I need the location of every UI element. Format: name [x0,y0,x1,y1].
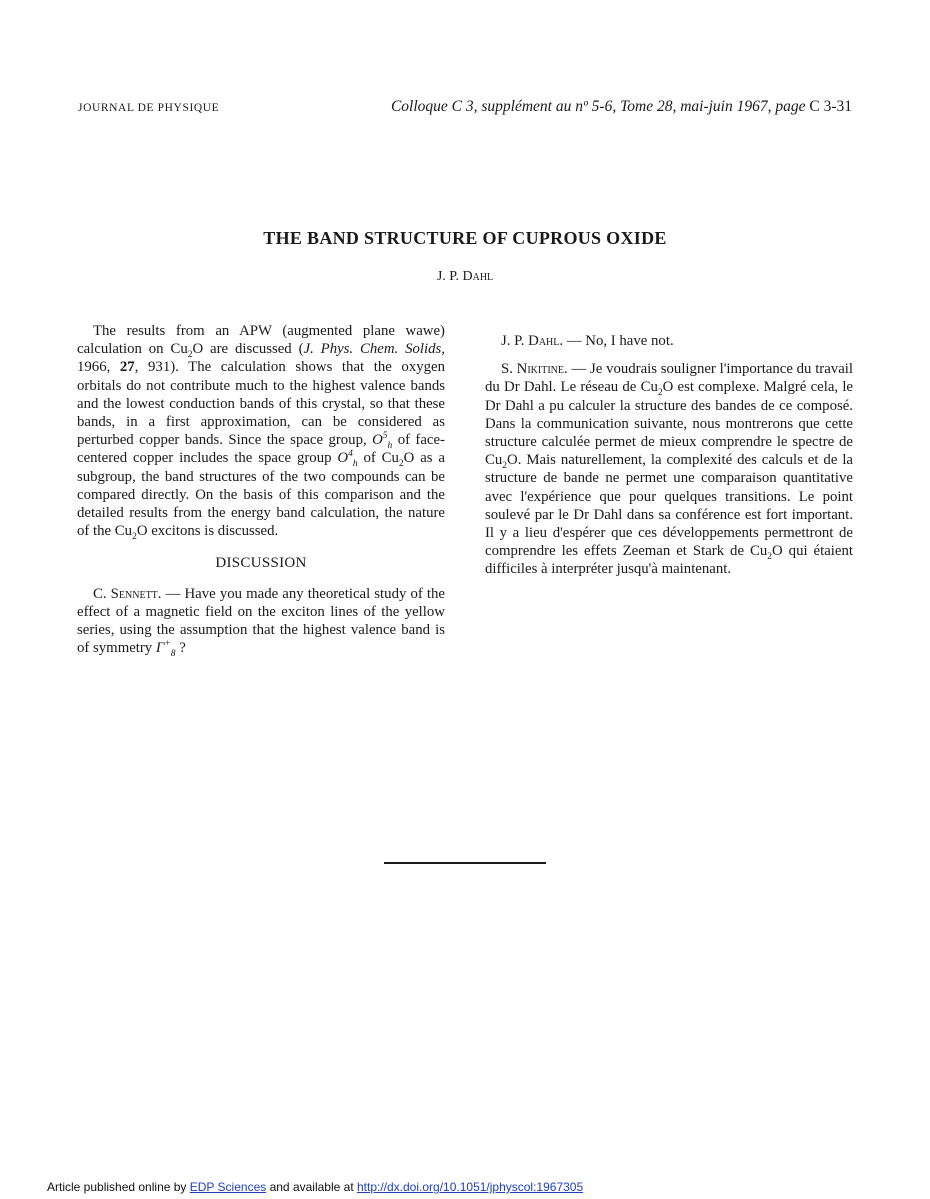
discussion-heading: DISCUSSION [215,555,307,572]
answer-dahl: J. P. Dahl. — No, I have not. [501,333,674,349]
doi-link[interactable]: http://dx.doi.org/10.1051/jphyscol:1967305 [356,1180,584,1194]
space-group-oh5: $O^5_h$ [372,431,393,452]
running-head [78,98,852,116]
author-surname: Dahl [462,269,494,284]
end-rule [384,862,546,864]
space-group-oh4: $O^4_h$ [337,449,358,470]
author-line [0,269,930,285]
paper-title: THE BAND STRUCTURE OF CUPROUS OXIDE [263,228,667,248]
comment-nikitine: S. Nikitine. — Je voudrais souligner l'importance du travail du Dr Dahl. Le réseau de $Cu_2O$ est complexe. Malgré cela, le Dr Dahl a pu calculer la structure des bandes de ce composé. Dans la communication suivante, nous montrerons que cette structure calculée permet de mieux comprendre le spectre de $Cu_2O$. Mais naturellement, la complexité des calculs et de la structure de bande ne permet une comparaison quantitative avec l'expérience que pour quelques transitions. Le point soulevé par le Dr Dahl dans sa conférence est fort important. Il y a lieu d'espérer que ces développements permettront de comprendre les effets Zeeman et Stark de $Cu_2O$ qui étaient difficiles à interpréter jusqu'à maintenant. [485,361,853,578]
ref-volume: 27 [119,359,135,376]
speaker-name: S. Nikitine. [501,361,568,378]
symmetry-gamma8-plus: $\Gamma^+_8$ [155,639,176,660]
journal-name: JOURNAL DE PHYSIQUE [78,102,220,114]
colloque-text: Colloque C 3, supplément au nº 5-6, Tome 28, mai-juin 1967, page [390,98,806,115]
speaker-name: J. P. Dahl. [501,333,564,349]
colloque-info [391,98,852,116]
footer-note: Article published online by EDP Sciences and available at http://dx.doi.org/10.1051/jphyscol:1967305 [47,1180,584,1194]
abstract-paragraph: The results from an APW (augmented plane wawe) calculation on $Cu_2O$ are discussed (J. Phys. Chem. Solids, 1966, 27, 931). The calculation shows that the oxygen orbitals do not contribute much to the highest valence bands and the lowest conduction bands of this crystal, so that these bands, in a first approximation, can be considered as perturbed copper bands. Since the space group, $O^5_h$ of face-centered copper includes the space group $O^4_h$ of $Cu_2O$ as a subgroup, the band structures of the two compounds can be compared directly. On the basis of this comparison and the detailed results from the energy band calculation, the nature of the $Cu_2O$ excitons is discussed. [77,323,445,543]
author-initials: J. P. [436,269,459,284]
question-sennett: C. Sennett. — Have you made any theoretical study of the effect of a magnetic field on the exciton lines of the yellow series, using the assumption that the highest valence band is of symmetry $\Gamma^+_8$ ? [77,585,445,660]
left-column [77,322,445,660]
publisher-link[interactable]: EDP Sciences [189,1180,267,1194]
right-column [485,322,853,579]
speaker-name: C. Sennett. [93,585,162,602]
ref-journal: J. Phys. Chem. Solids [303,341,442,358]
page-number: C 3-31 [809,98,852,115]
